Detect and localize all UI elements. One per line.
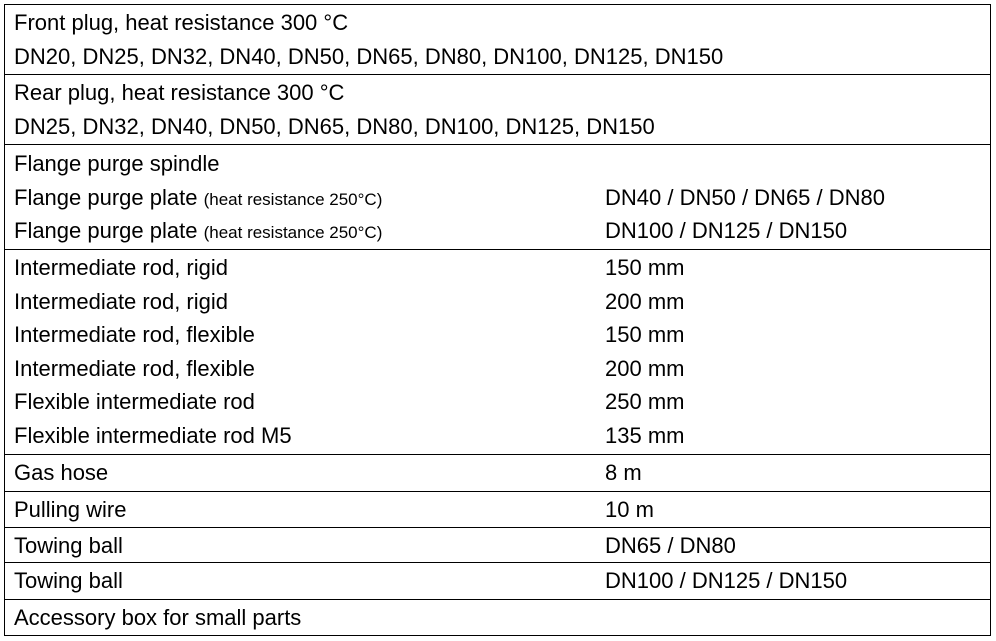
item-value: 200 mm <box>605 355 685 381</box>
table-row <box>14 285 990 319</box>
group-front-plug <box>5 5 990 75</box>
table-row <box>14 529 990 563</box>
group-accessory-box <box>5 600 990 634</box>
item-value: 10 m <box>605 497 654 522</box>
item-label: DN20, DN25, DN32, DN40, DN50, DN65, DN80, DN100, DN125, DN150 <box>14 43 724 69</box>
table-row <box>14 110 990 144</box>
item-label: DN25, DN32, DN40, DN50, DN65, DN80, DN100, DN125, DN150 <box>14 113 655 139</box>
table-row <box>14 564 990 598</box>
item-value: 8 m <box>605 460 642 485</box>
item-value: DN65 / DN80 <box>605 533 736 558</box>
group-towing-ball-small <box>5 528 990 563</box>
item-label: Flange purge spindle <box>14 151 220 176</box>
table-row <box>14 601 990 635</box>
table-row <box>14 318 990 352</box>
item-label-text: Flange purge plate <box>14 184 198 210</box>
item-label <box>14 214 382 250</box>
item-value: 150 mm <box>605 322 685 347</box>
table-row <box>14 385 990 419</box>
item-label: Intermediate rod, flexible <box>14 355 255 381</box>
item-value: DN100 / DN125 / DN150 <box>605 218 848 243</box>
item-value: 250 mm <box>605 389 685 414</box>
table-row <box>14 147 990 181</box>
item-label: Intermediate rod, rigid <box>14 255 228 280</box>
item-label: Front plug, heat resistance 300 °C <box>14 10 349 35</box>
table-row <box>14 493 990 527</box>
item-value: 150 mm <box>605 255 685 280</box>
item-value: DN100 / DN125 / DN150 <box>605 568 848 593</box>
item-value: 200 mm <box>605 288 685 314</box>
item-value: 135 mm <box>605 422 685 448</box>
group-pulling-wire <box>5 492 990 528</box>
table-row <box>14 181 990 215</box>
group-gas-hose <box>5 455 990 492</box>
item-label: Pulling wire <box>14 497 127 522</box>
item-label: Gas hose <box>14 460 109 485</box>
table-row <box>14 456 990 490</box>
group-flange-purge <box>5 145 990 250</box>
table-row <box>14 352 990 386</box>
item-value: DN40 / DN50 / DN65 / DN80 <box>605 184 885 210</box>
table-row <box>14 6 990 40</box>
group-intermediate-rods <box>5 250 990 455</box>
accessory-table <box>4 4 991 636</box>
item-label-text: Flange purge plate <box>14 218 198 243</box>
item-label: Rear plug, heat resistance 300 °C <box>14 80 345 105</box>
item-label: Accessory box for small parts <box>14 605 302 630</box>
table-row <box>14 214 990 248</box>
item-label: Flexible intermediate rod <box>14 389 255 414</box>
item-label <box>14 181 382 217</box>
group-rear-plug <box>5 75 990 145</box>
item-note: (heat resistance 250°C) <box>203 223 383 242</box>
group-towing-ball-large <box>5 563 990 600</box>
table-row <box>14 251 990 285</box>
item-label: Towing ball <box>14 533 123 558</box>
item-label: Flexible intermediate rod M5 <box>14 422 292 448</box>
table-row <box>14 76 990 110</box>
table-row <box>14 40 990 74</box>
table-row <box>14 419 990 453</box>
item-label: Intermediate rod, flexible <box>14 322 255 347</box>
item-note: (heat resistance 250°C) <box>203 189 383 209</box>
item-label: Intermediate rod, rigid <box>14 288 228 314</box>
item-label: Towing ball <box>14 568 123 593</box>
